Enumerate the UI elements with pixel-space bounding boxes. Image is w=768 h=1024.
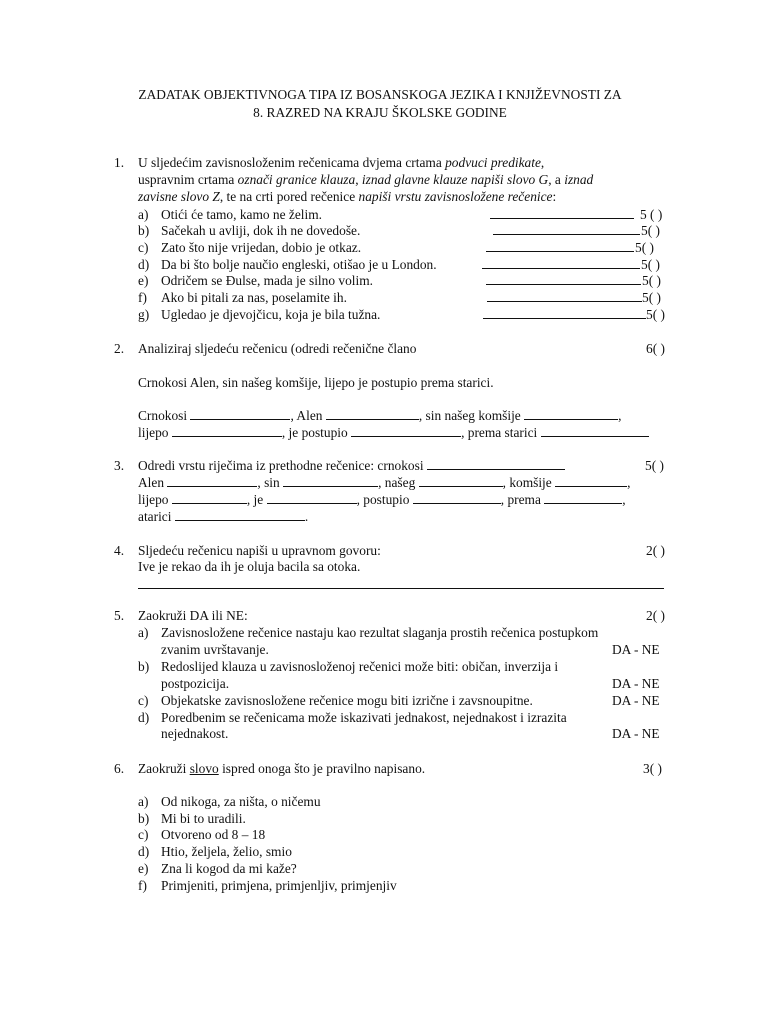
points: 5( ) (646, 307, 665, 322)
item-text: Otići će tamo, kamo ne želim. (161, 207, 323, 222)
words-line-1: Alen , sin , našeg , komšije , (138, 475, 631, 490)
answer-line[interactable] (138, 588, 664, 589)
item-letter: c) (138, 240, 149, 255)
item-text: Odričem se Đulse, mada je silno volim. (161, 273, 373, 288)
item-text-cont: zvanim uvrštavanje. (161, 642, 269, 657)
item-text: Od nikoga, za ništa, o ničemu (161, 794, 321, 809)
points: 2( ) (646, 543, 665, 558)
answer-line[interactable] (419, 474, 503, 487)
question-text: Analiziraj sljedeću rečenicu (odredi rečenične člano (138, 341, 417, 356)
item-letter[interactable]: f) (138, 878, 147, 893)
item-letter: e) (138, 273, 149, 288)
question-text: Sljedeću rečenicu napiši u upravnom govoru: (138, 543, 381, 558)
answer-line[interactable] (413, 491, 501, 504)
question-number: 2. (114, 341, 125, 356)
answer-line[interactable] (544, 491, 622, 504)
sentence: Crnokosi Alen, sin našeg komšije, lijepo je postupio prema starici. (138, 375, 494, 390)
item-letter[interactable]: d) (138, 844, 150, 859)
item-letter: c) (138, 693, 149, 708)
answer-line[interactable] (486, 272, 641, 285)
answer-line[interactable] (175, 508, 305, 521)
points: 5 ( ) (640, 207, 663, 222)
item-letter: g) (138, 307, 150, 322)
analysis-line-2: lijepo , je postupio , prema starici (138, 424, 649, 441)
item-letter: d) (138, 710, 150, 725)
question-number: 3. (114, 458, 125, 473)
points: 5( ) (641, 257, 660, 272)
item-text: Zato što nije vrijedan, dobio je otkaz. (161, 240, 362, 255)
item-text: Poredbenim se rečenicama može iskazivati jednakost, nejednakost i izrazita (161, 710, 567, 725)
item-letter[interactable]: b) (138, 811, 150, 826)
question-number: 4. (114, 543, 125, 558)
item-letter: d) (138, 257, 150, 272)
title-line-1: ZADATAK OBJEKTIVNOGA TIPA IZ BOSANSKOGA JEZIKA I KNJIŽEVNOSTI ZA (138, 87, 622, 102)
question-1-intro-line-1: U sljedećim zavisnosloženim rečenicama dvjema crtama podvuci predikate, (138, 155, 545, 170)
item-letter: a) (138, 207, 149, 222)
da-ne-choice[interactable]: DA - NE (612, 726, 660, 741)
answer-line[interactable] (283, 474, 378, 487)
item-text: Htio, željela, želio, smio (161, 844, 292, 859)
question-number: 5. (114, 608, 125, 623)
answer-line[interactable] (490, 206, 634, 219)
words-line-2: lijepo , je , postupio , prema , (138, 492, 626, 507)
item-letter[interactable]: e) (138, 861, 149, 876)
item-text: Redoslijed klauza u zavisnosloženoj rečenici može biti: običan, inverzija i (161, 659, 559, 674)
points: 6( ) (646, 341, 665, 356)
points: 3( ) (643, 761, 662, 776)
sentence: Ive je rekao da ih je oluja bacila sa otoka. (138, 559, 361, 574)
answer-line[interactable] (483, 306, 646, 319)
answer-line[interactable] (493, 222, 640, 235)
points: 2( ) (646, 608, 665, 623)
item-text-cont: nejednakost. (161, 726, 229, 741)
title-line-2: 8. RAZRED NA KRAJU ŠKOLSKE GODINE (253, 105, 507, 120)
answer-line[interactable] (351, 424, 461, 437)
answer-line[interactable] (482, 256, 640, 269)
item-text: Mi bi to uradili. (161, 811, 246, 826)
da-ne-choice[interactable]: DA - NE (612, 676, 660, 691)
answer-line[interactable] (541, 424, 649, 437)
item-letter[interactable]: c) (138, 827, 149, 842)
question-text: Zaokruži slovo ispred onoga što je pravilno napisano. (138, 761, 426, 776)
item-letter: b) (138, 659, 150, 674)
points: 5( ) (642, 290, 661, 305)
answer-line[interactable] (524, 407, 618, 420)
answer-line[interactable] (427, 457, 565, 470)
question-number: 1. (114, 155, 125, 170)
answer-line[interactable] (172, 424, 282, 437)
answer-line[interactable] (267, 491, 357, 504)
question-text: Odredi vrstu riječima iz prethodne rečenice: crnokosi (138, 457, 565, 474)
words-line-3: atarici . (138, 509, 309, 524)
item-text: Ugledao je djevojčicu, koja je bila tužna. (161, 307, 381, 322)
item-text: Zna li kogod da mi kaže? (161, 861, 297, 876)
item-text: Sačekah u avliji, dok ih ne dovedoše. (161, 223, 361, 238)
answer-line[interactable] (167, 474, 257, 487)
item-text: Primjeniti, primjena, primjenljiv, primjenjiv (161, 878, 397, 893)
points: 5( ) (635, 240, 654, 255)
answer-line[interactable] (172, 491, 247, 504)
answer-line[interactable] (555, 474, 627, 487)
answer-line[interactable] (190, 407, 290, 420)
page-title (80, 86, 680, 122)
question-text: Zaokruži DA ili NE: (138, 608, 248, 623)
item-letter: a) (138, 625, 149, 640)
item-text-cont: postpozicija. (161, 676, 230, 691)
answer-line[interactable] (486, 239, 634, 252)
question-1-intro-line-2: uspravnim crtama označi granice klauza, iznad glavne klauze napiši slovo G, a iznad (138, 172, 594, 187)
analysis-line-1: Crnokosi , Alen , sin našeg komšije , (138, 408, 622, 423)
item-letter: b) (138, 223, 150, 238)
item-letter[interactable]: a) (138, 794, 149, 809)
question-1-intro-line-3: zavisne slovo Z, te na crti pored rečenice napiši vrstu zavisnosložene rečenice: (138, 189, 557, 204)
item-text: Da bi što bolje naučio engleski, otišao je u London. (161, 257, 437, 272)
item-text: Ako bi pitali za nas, poselamite ih. (161, 290, 347, 305)
answer-line[interactable] (487, 289, 642, 302)
item-text: Zavisnosložene rečenice nastaju kao rezultat slaganja prostih rečenica postupkom (161, 625, 599, 640)
da-ne-choice[interactable]: DA - NE (612, 693, 660, 708)
question-number: 6. (114, 761, 125, 776)
item-text: Otvoreno od 8 – 18 (161, 827, 266, 842)
points: 5( ) (642, 273, 661, 288)
points: 5( ) (641, 223, 660, 238)
points: 5( ) (645, 458, 664, 473)
item-text: Objekatske zavisnosložene rečenice mogu biti izrične i zavsnoupitne. (161, 693, 533, 708)
item-letter: f) (138, 290, 147, 305)
answer-line[interactable] (326, 407, 419, 420)
da-ne-choice[interactable]: DA - NE (612, 642, 660, 657)
